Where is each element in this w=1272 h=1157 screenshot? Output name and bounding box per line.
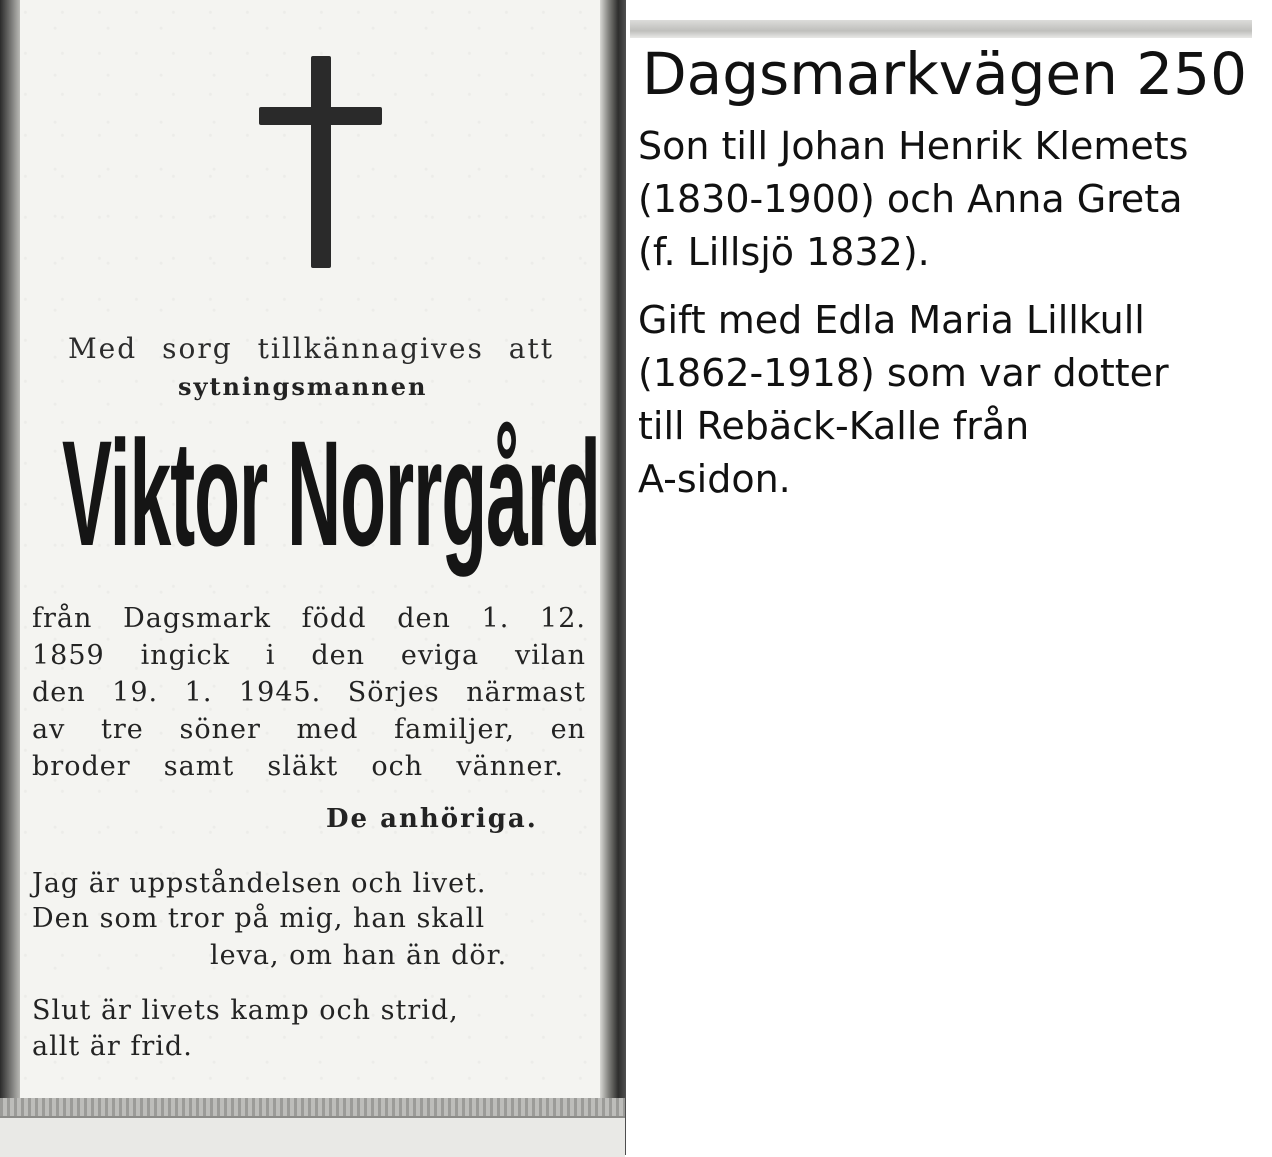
obituary-clipping (0, 0, 625, 1155)
obituary-body-line: 1859 ingick i den eviga vilan (32, 640, 586, 671)
deceased-name: Viktor Norrgård (62, 409, 600, 577)
obituary-intro: Med sorg tillkännagives att (68, 332, 554, 365)
paragraph-line: till Rebäck-Kalle från (638, 404, 1030, 448)
paragraph-line: Gift med Edla Maria Lillkull (638, 298, 1145, 342)
address-heading: Dagsmarkvägen 250 (642, 40, 1247, 108)
deceased-name-box (62, 409, 600, 588)
obituary-body-line: broder samt släkt och vänner. (32, 751, 564, 782)
scan-right-edge (600, 0, 626, 1155)
parents-paragraph (638, 120, 1188, 279)
paragraph-line: (1830-1900) och Anna Greta (638, 177, 1183, 221)
obituary-role: sytningsmannen (178, 372, 428, 401)
marriage-paragraph (638, 294, 1169, 506)
obituary-body-line: av tre söner med familjer, en (32, 714, 586, 745)
paragraph-line: Son till Johan Henrik Klemets (638, 124, 1189, 168)
verse-line: leva, om han än dör. (210, 940, 508, 971)
obituary-body-line: från Dagsmark född den 1. 12. (32, 603, 586, 634)
paragraph-line: A-sidon. (638, 457, 791, 501)
verse-line: Slut är livets kamp och strid, (32, 995, 459, 1026)
cross-horizontal-bar (259, 107, 382, 125)
verse-line: Jag är uppståndelsen och livet. (32, 868, 487, 899)
clipping-bottom-strip (0, 1116, 625, 1157)
scan-left-edge (0, 0, 20, 1155)
obituary-body-line: den 19. 1. 1945. Sörjes närmast (32, 677, 586, 708)
cross-vertical-bar (311, 56, 331, 268)
clipping-bottom-rule (0, 1098, 625, 1116)
verse-line: allt är frid. (32, 1031, 193, 1062)
verse-line: Den som tror på mig, han skall (32, 903, 486, 934)
notes-panel (630, 0, 1272, 1155)
paragraph-line: (f. Lillsjö 1832). (638, 230, 930, 274)
paragraph-line: (1862-1918) som var dotter (638, 351, 1169, 395)
obituary-signoff: De anhöriga. (326, 804, 538, 834)
